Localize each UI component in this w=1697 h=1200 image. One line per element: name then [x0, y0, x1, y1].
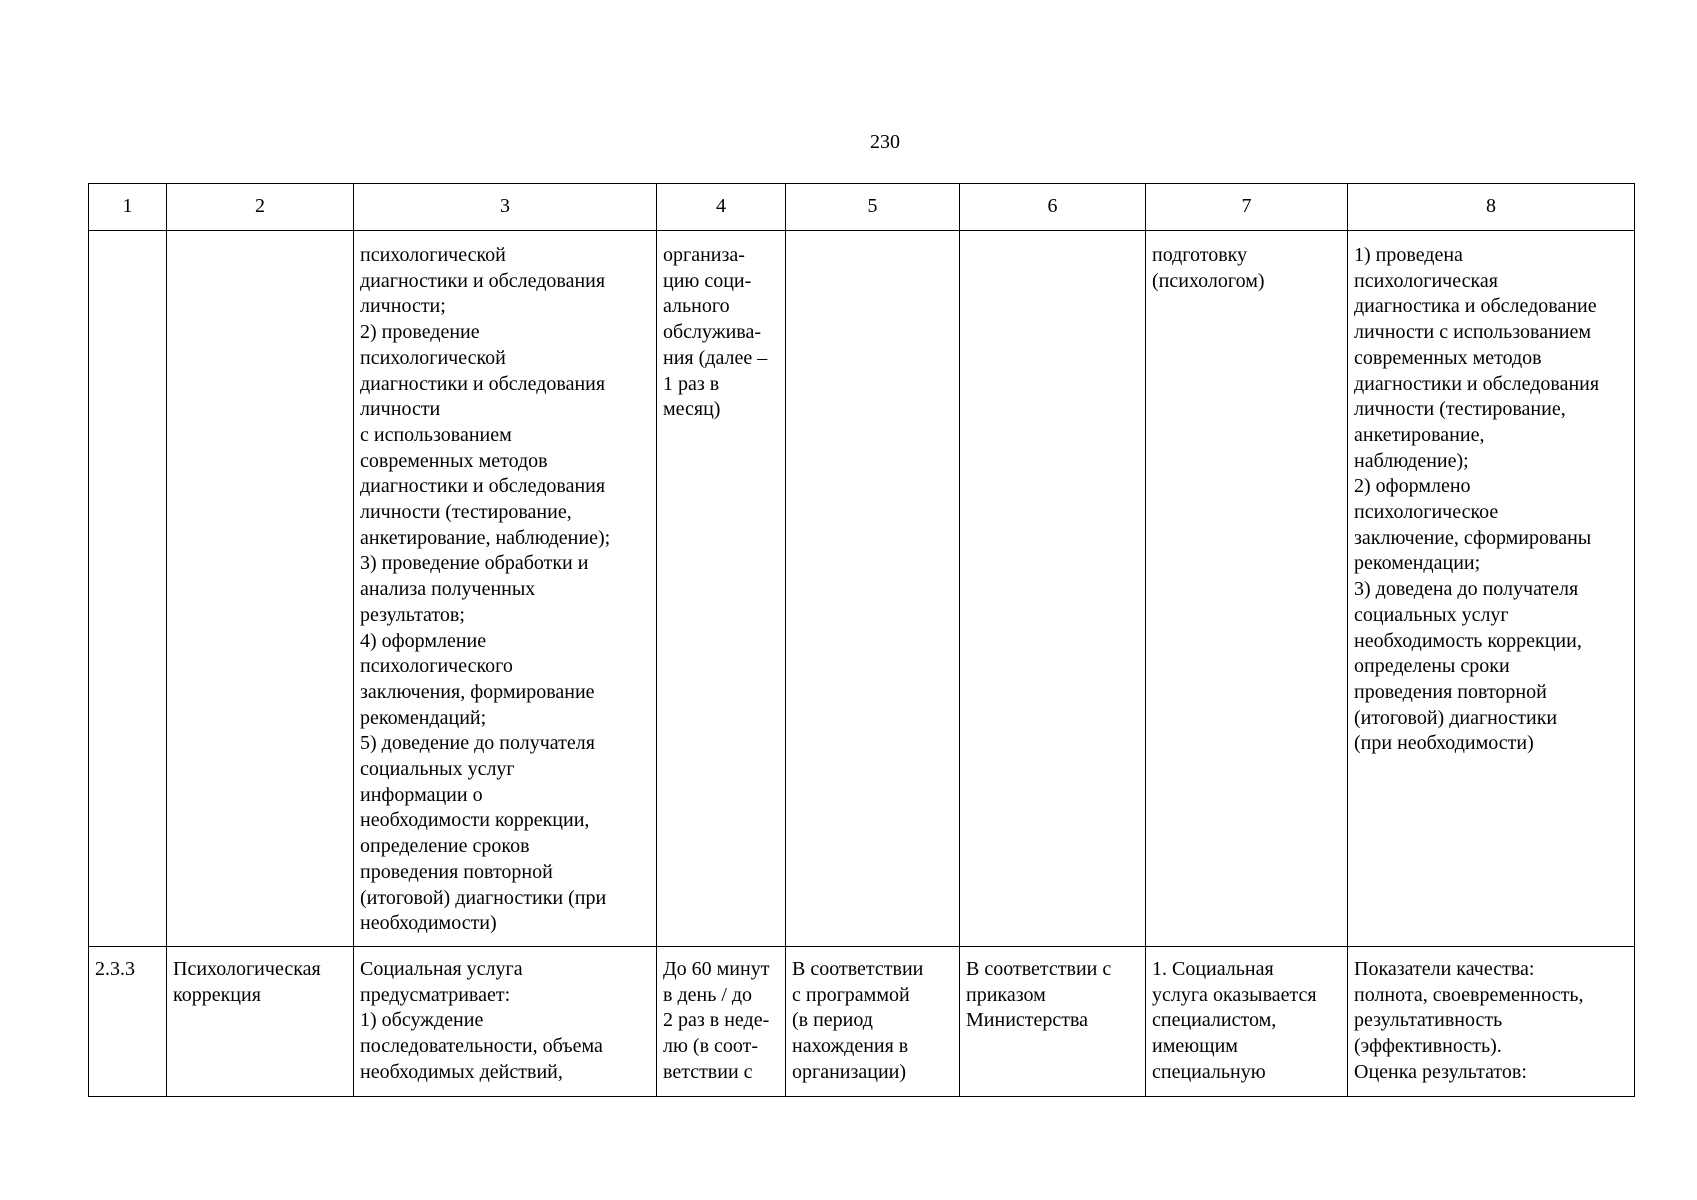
- page-number: 230: [870, 131, 900, 153]
- table-cell: [167, 231, 354, 947]
- column-header: 7: [1146, 184, 1348, 231]
- table-cell: 1) проведена психологическая диагностика и обследование личности с использованием современных методов диагностики и обследования личности (тестирование, анкетирование, наблюдение); 2) оформлено психологическое заключение, сформированы рекомендации; 3) доведена до получателя социальных услуг необходимость коррекции, определены сроки проведения повторной (итоговой) диагностики (при необходимости): [1348, 231, 1635, 947]
- table-cell: подготовку (психологом): [1146, 231, 1348, 947]
- table-cell: [960, 231, 1146, 947]
- table-row: [89, 231, 1635, 947]
- table-header-row: [89, 184, 1635, 231]
- table-cell: В соответствии с программой (в период нахождения в организации): [786, 947, 960, 1097]
- table-cell: психологической диагностики и обследования личности; 2) проведение психологической диагностики и обследования личности с использованием современных методов диагностики и обследования личности (тестирование, анкетирование, наблюдение); 3) проведение обработки и анализа полученных результатов; 4) оформление психологического заключения, формирование рекомендаций; 5) доведение до получателя социальных услуг информации о необходимости коррекции, определение сроков проведения повторной (итоговой) диагностики (при необходимости): [354, 231, 657, 947]
- services-table: [88, 183, 1635, 1097]
- table-cell: Социальная услуга предусматривает: 1) обсуждение последовательности, объема необходимых действий,: [354, 947, 657, 1097]
- table-cell: В соответствии с приказом Министерства: [960, 947, 1146, 1097]
- table-cell: Показатели качества: полнота, своевременность, результативность (эффективность). Оценка результатов:: [1348, 947, 1635, 1097]
- table-cell: 2.3.3: [89, 947, 167, 1097]
- table-cell: До 60 минут в день / до 2 раз в неде- лю (в соот- ветствии с: [657, 947, 786, 1097]
- column-header: 3: [354, 184, 657, 231]
- table-row: [89, 947, 1635, 1097]
- column-header: 8: [1348, 184, 1635, 231]
- column-header: 6: [960, 184, 1146, 231]
- column-header: 1: [89, 184, 167, 231]
- table-cell: [89, 231, 167, 947]
- table-cell: [786, 231, 960, 947]
- column-header: 2: [167, 184, 354, 231]
- table-cell: Психологическая коррекция: [167, 947, 354, 1097]
- column-header: 5: [786, 184, 960, 231]
- column-header: 4: [657, 184, 786, 231]
- table-cell: организа- цию соци- ального обслужива- ния (далее – 1 раз в месяц): [657, 231, 786, 947]
- table-cell: 1. Социальная услуга оказывается специалистом, имеющим специальную: [1146, 947, 1348, 1097]
